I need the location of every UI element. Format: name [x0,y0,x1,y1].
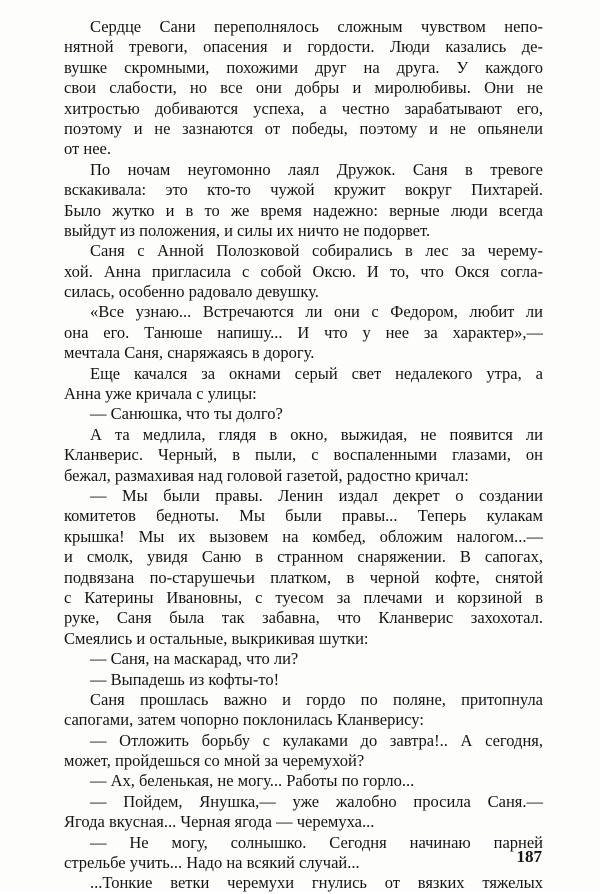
text-line: Было жутко и в то же время надежно: верные люди всегда [64,200,543,220]
text-line: — Пойдем, Янушка,— уже жалобно просила Саня.— [90,791,543,811]
text-line: Саня с Анной Полозковой собирались в лес за черему- [90,241,543,261]
text-line: Кланверис. Черный, в пыли, с воспаленными глазами, он [64,445,543,465]
text-line: «Все узнаю... Встречаются ли они с Федором, любит ли [90,302,543,322]
text-line: хой. Анна пригласила с собой Оксю. И то, что Окся согла- [64,261,543,281]
text-line: мечтала Саня, снаряжаясь в дорогу. [64,343,315,363]
text-line: Сердце Сани переполнялось сложным чувством непо- [90,17,543,36]
text-line: Ягода вкусная... Черная ягода — черемуха... [64,812,375,832]
body-text [64,17,543,894]
text-line: сапогами, затем чопорно поклонилась Кланверису: [64,710,424,730]
text-line: стрельбе учить... Надо на всякий случай... [64,853,360,873]
text-line: — Выпадешь из кофты-то! [90,669,280,689]
text-line: от нее. [64,139,111,159]
text-line: подвязана по-старушечьи платком, в черной кофте, снятой [64,567,543,587]
text-line: — Отложить борьбу с кулаками до завтра!.. А сегодня, [90,730,543,750]
text-line: По ночам неугомонно лаял Дружок. Саня в тревоге [90,159,543,179]
text-line: нятной тревоги, опасения и гордости. Люди казались де- [64,37,543,57]
text-line: — Ах, беленькая, не могу... Работы по горло... [90,771,415,791]
text-line: хитростью добиваются успеха, а честно зарабатывают его, [64,98,543,118]
text-line: Саня прошлась важно и гордо по поляне, притопнула [90,689,543,709]
text-line: — Саня, на маскарад, что ли? [90,649,299,669]
text-line: поэтому и не зазнаются от победы, поэтому и не опьянели [64,118,543,138]
text-line: А та медлила, глядя в окно, выжидая, не появится ли [90,424,543,444]
text-line: вскакивала: это кто-то чужой кружит вокруг Пихтарей. [64,180,543,200]
text-line: — Не могу, солнышко. Сегодня начинаю парней [90,832,543,852]
text-line: вушке скромными, похожими друг на друга. У каждого [64,57,543,77]
text-line: — Мы были правы. Ленин издал декрет о создании [90,485,543,505]
text-line: крышка! Мы их вызовем на комбед, обложим налогом...— [64,526,543,546]
text-line: она его. Танюше напишу... И что у нее за характер»,— [64,322,543,342]
text-line: Анна уже кричала с улицы: [64,384,257,404]
page-number: 187 [516,847,542,866]
text-line: может, пройдешься со мной за черемухой? [64,751,365,771]
text-line: силась, особенно радовало девушку. [64,282,319,302]
text-line: выйдут из положения, и силы их ничто не подорвет. [64,220,431,240]
text-line: Смеялись и остальные, выкрикивая шутки: [64,628,369,648]
text-line: руке, Саня была так забавна, что Кланверис захохотал. [64,608,543,628]
text-line: Еще качался за окнами серый свет недалекого утра, а [90,363,543,383]
text-line: бежал, размахивая над головой газетой, радостно кричал: [64,465,469,485]
text-line: комитетов бедноты. Мы были правы... Теперь кулакам [64,506,543,526]
text-line: свои слабости, но все они добры и миролюбивы. Они не [64,78,543,98]
text-line: и смолк, увидя Саню в странном снаряжении. В сапогах, [64,547,543,567]
text-line: ...Тонкие ветки черемухи гнулись от вязких тяжелых [90,873,543,893]
text-line: с Катерины Ивановны, с туесом за плечами и корзиной в [64,587,543,607]
text-line: — Санюшка, что ты долго? [90,404,283,424]
